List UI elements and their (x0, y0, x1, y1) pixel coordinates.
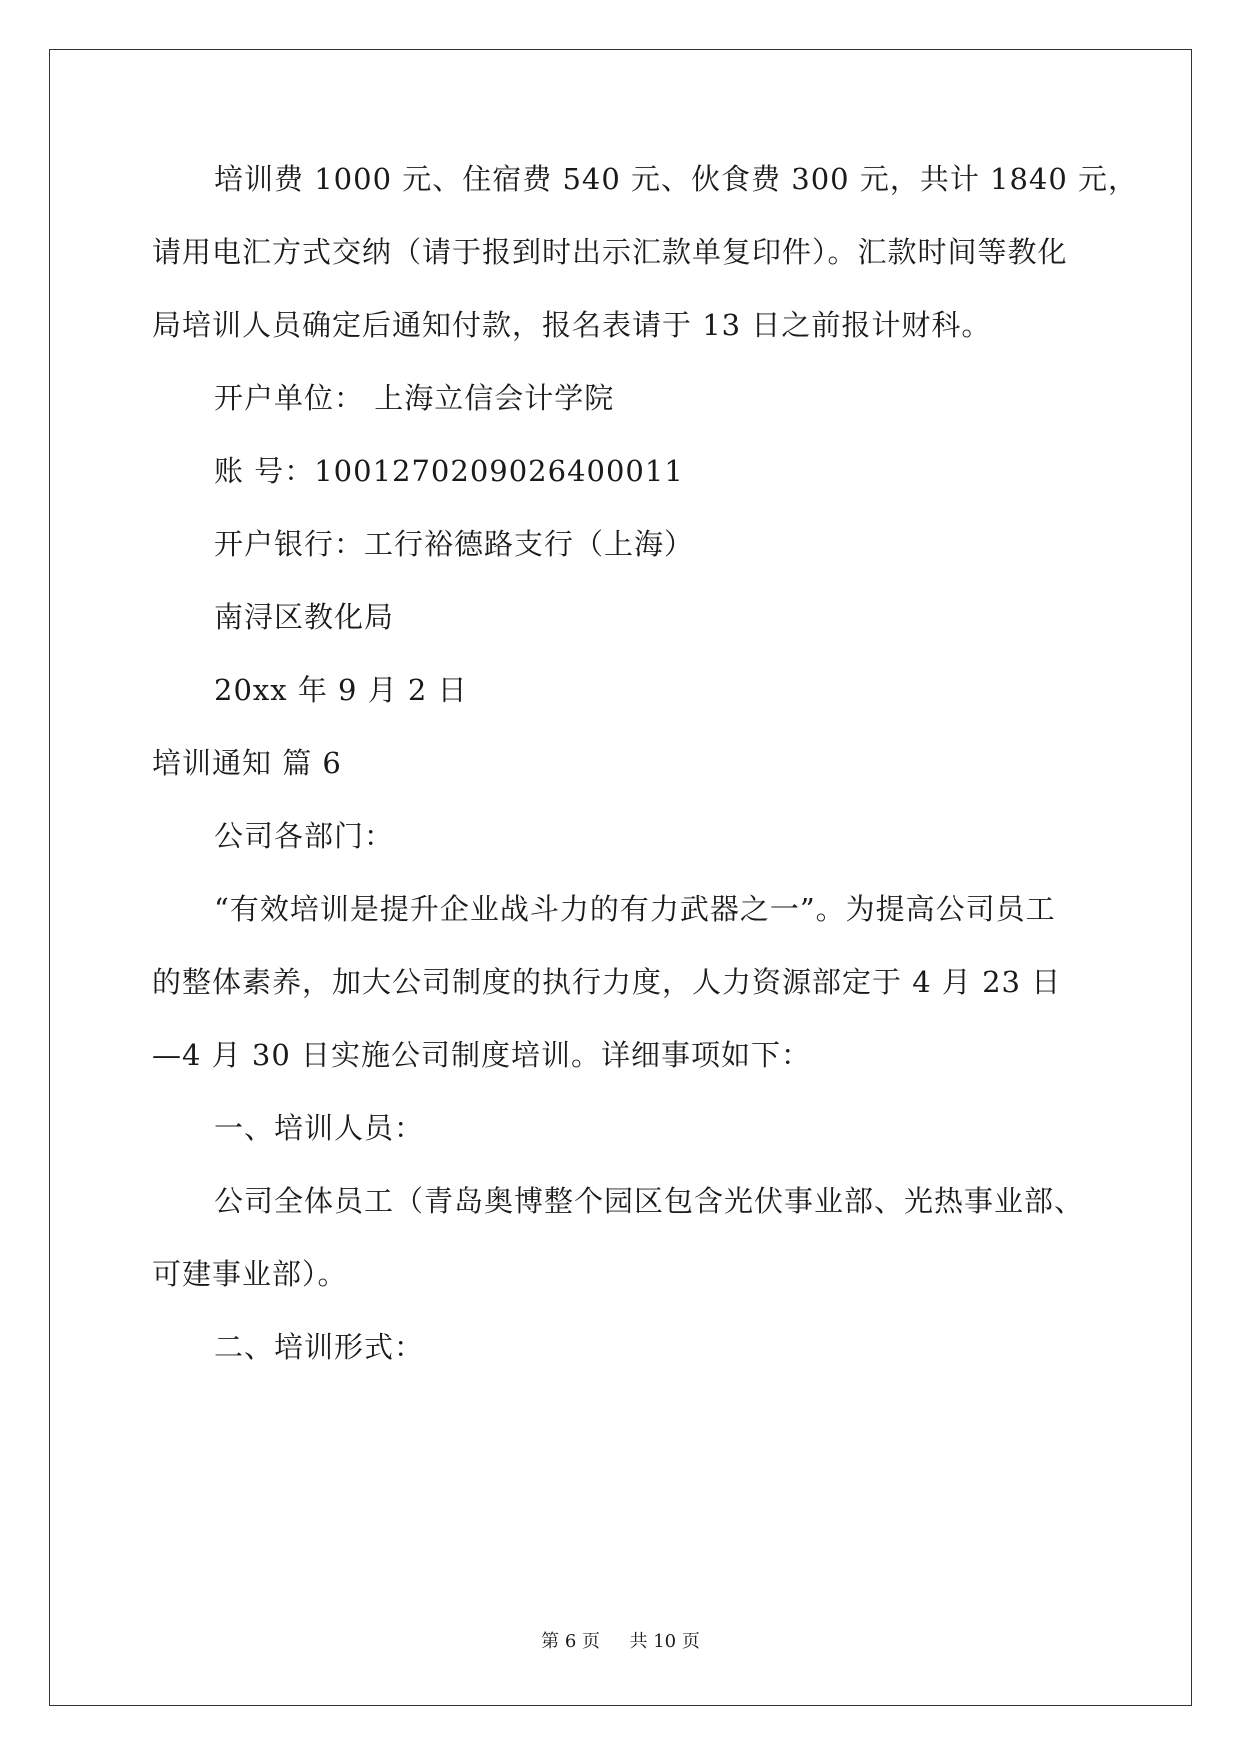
account-holder-line: 开户单位： 上海立信会计学院 (214, 381, 615, 415)
paragraph-line: “有效培训是提升企业战斗力的有力武器之一”。为提高公司员工 (214, 892, 1056, 926)
account-number-line: 账 号：1001270209026400011 (214, 454, 684, 488)
list-heading: 二、培训形式： (214, 1330, 425, 1364)
paragraph-line: —4 月 30 日实施公司制度培训。详细事项如下： (152, 1038, 812, 1072)
paragraph-line: 的整体素养，加大公司制度的执行力度，人力资源部定于 4 月 23 日 (152, 965, 1062, 999)
signature-date: 20xx 年 9 月 2 日 (214, 673, 468, 707)
section-heading: 培训通知 篇 6 (152, 746, 342, 780)
salutation: 公司各部门： (214, 819, 395, 853)
paragraph-line: 培训费 1000 元、住宿费 540 元、伙食费 300 元，共计 1840 元， (214, 162, 1139, 196)
paragraph-line: 公司全体员工（青岛奥博整个园区包含光伏事业部、光热事业部、 (214, 1184, 1085, 1218)
page-number: 第 6 页 (541, 1631, 601, 1652)
page-footer (0, 1631, 1241, 1653)
paragraph-line: 可建事业部）。 (152, 1257, 348, 1291)
page-total: 共 10 页 (629, 1631, 700, 1652)
list-heading: 一、培训人员： (214, 1111, 425, 1145)
page-border (49, 49, 1192, 1706)
bank-line: 开户银行：工行裕德路支行（上海） (214, 527, 695, 561)
paragraph-line: 请用电汇方式交纳（请于报到时出示汇款单复印件）。汇款时间等教化 (152, 235, 1068, 269)
paragraph-line: 局培训人员确定后通知付款，报名表请于 13 日之前报计财科。 (152, 308, 992, 342)
signature-org: 南浔区教化局 (214, 600, 395, 634)
